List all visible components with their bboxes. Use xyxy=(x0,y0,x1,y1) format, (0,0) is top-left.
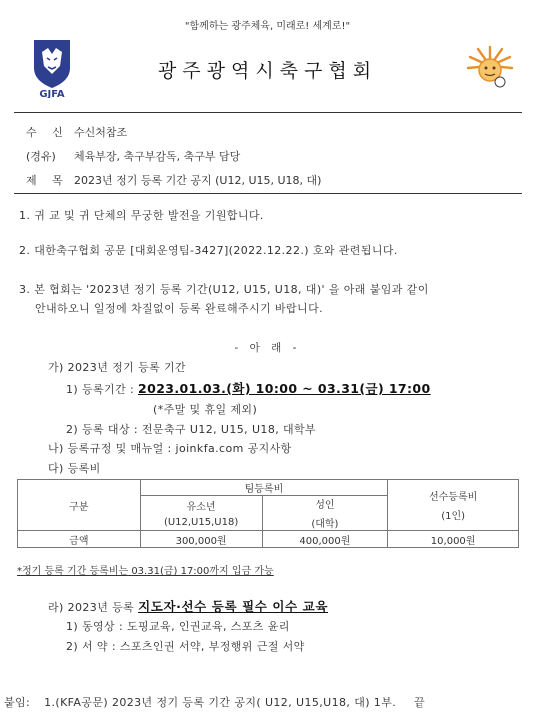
attachment-value: 1.(KFA공문) 2023년 정기 등록 기간 공지( U12, U15,U18, 대) 1부. xyxy=(44,696,397,709)
below-mark: - 아 래 - xyxy=(234,342,301,354)
logo-text: GJFA xyxy=(39,89,65,98)
fee-player-header xyxy=(388,480,519,531)
slogan: "함께하는 광주체육, 미래로! 세계로!" xyxy=(184,21,351,32)
paragraph-2: 2. 대한축구협회 공문 [대회운영팀-3427](2022.12.22.) 호와 관련됩니다. xyxy=(19,244,398,257)
item-ga-1 xyxy=(66,379,431,397)
item-da: 다) 등록비 xyxy=(48,462,101,475)
fee-table-header-row-1 xyxy=(18,480,519,496)
youth-line-2: (U12,U15,U18) xyxy=(163,517,239,528)
item-ga-1-note: (*주말 및 휴일 제외) xyxy=(153,403,258,416)
paragraph-3-line-2: 안내하오니 일정에 차질없이 등록 완료해주시기 바랍니다. xyxy=(35,302,324,315)
player-fee-line-2: (1인) xyxy=(441,511,466,522)
mascot-emblem xyxy=(466,44,514,90)
item-ra-emphasis: 지도자·선수 등록 필수 이수 교육 xyxy=(138,599,329,614)
subject-row xyxy=(26,172,321,188)
fee-youth-header xyxy=(140,496,262,531)
player-fee-line-1: 선수등록비 xyxy=(428,492,478,503)
fee-team-header: 팀등록비 xyxy=(140,480,388,496)
recipient-row xyxy=(26,124,127,140)
recipient-label: 수 신 xyxy=(26,126,69,139)
fee-col-category: 구분 xyxy=(18,480,141,531)
attachment-end: 끝 xyxy=(414,696,426,709)
paragraph-1: 1. 귀 교 및 귀 단체의 무궁한 발전을 기원합니다. xyxy=(19,209,264,222)
registration-period-label: 1) 등록기간 : xyxy=(66,383,135,396)
via-row xyxy=(26,148,240,164)
item-na: 나) 등록규정 및 매뉴얼 : joinkfa.com 공지사항 xyxy=(48,442,292,455)
adult-line-1: 성인 xyxy=(315,500,335,511)
fee-amount-row xyxy=(18,531,519,548)
subject-divider xyxy=(14,193,522,194)
item-ra xyxy=(48,597,328,615)
paragraph-3-line-1: 3. 본 협회는 '2023년 정기 등록 기간(U12, U15, U18, 대)' 을 아래 붙임과 같이 xyxy=(19,283,429,296)
item-ga-2: 2) 등록 대상 : 전문축구 U12, U15, U18, 대학부 xyxy=(66,423,317,436)
via-value: 체육부장, 축구부감독, 축구부 담당 xyxy=(74,150,241,163)
fee-adult-header xyxy=(262,496,388,531)
subject-value: 2023년 정기 등록 기간 공지 (U12, U15, U18, 대) xyxy=(74,174,322,187)
attachment-label: 붙임: xyxy=(4,696,31,709)
header-divider xyxy=(14,112,522,113)
item-ga-title: 가) 2023년 정기 등록 기간 xyxy=(48,361,187,374)
fee-player-amount: 10,000원 xyxy=(388,531,519,548)
via-label: (경유) xyxy=(26,150,56,163)
youth-line-1: 유소년 xyxy=(186,502,216,513)
fee-row-label: 금액 xyxy=(18,531,141,548)
item-ra-2: 2) 서 약 : 스포츠인권 서약, 부정행위 근절 서약 xyxy=(66,640,305,653)
fee-note: *정기 등록 기간 등록비는 03.31(금) 17:00까지 입금 가능 xyxy=(17,566,274,577)
attachment-line xyxy=(4,694,425,710)
adult-line-2: (대학) xyxy=(311,519,339,530)
fee-adult-amount: 400,000원 xyxy=(262,531,388,548)
registration-period-value: 2023.01.03.(화) 10:00 ~ 03.31(금) 17:00 xyxy=(138,381,431,396)
org-name: 광주광역시축구협회 xyxy=(157,60,378,82)
item-ra-1: 1) 동영상 : 도핑교육, 인권교육, 스포츠 윤리 xyxy=(66,620,290,633)
fee-youth-amount: 300,000원 xyxy=(140,531,262,548)
recipient-value: 수신처참조 xyxy=(74,126,128,139)
subject-label: 제 목 xyxy=(26,174,69,187)
item-ra-prefix: 라) 2023년 등록 xyxy=(48,601,135,614)
fee-table xyxy=(17,479,519,548)
